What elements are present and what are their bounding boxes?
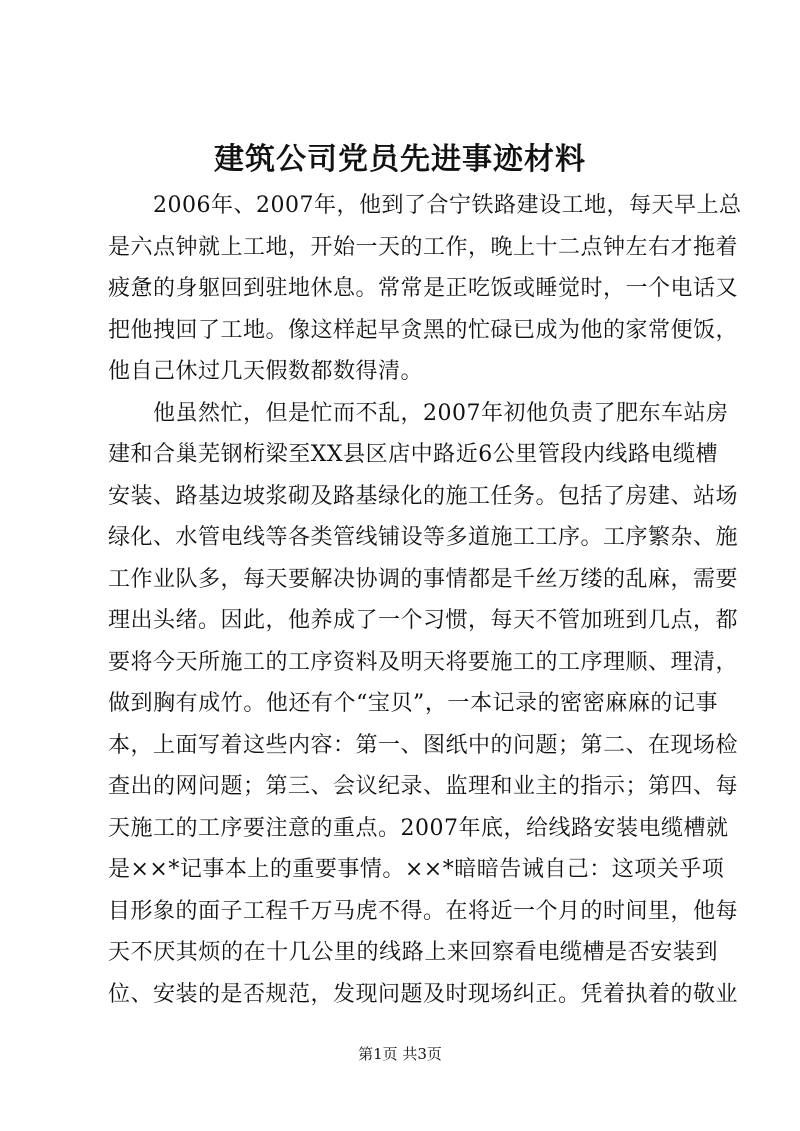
paragraph-1-line-1: 2006年、2007年，他到了合宁铁路建设工地，每天早上总 [108, 193, 742, 218]
paragraph-1-line-2: 是六点钟就上工地，开始一天的工作，晚上十二点钟左右才拖着 [108, 235, 739, 260]
paragraph-2-line-14: 天不厌其烦的在十几公里的线路上来回察看电缆槽是否安装到 [108, 940, 718, 965]
paragraph-2-line-7: 要将今天所施工的工序资料及明天将要施工的工序理顺、理清， [108, 650, 739, 675]
paragraph-2-line-3: 安装、路基边坡浆砌及路基绿化的施工任务。包括了房建、站场 [108, 484, 739, 509]
paragraph-2-line-9: 本，上面写着这些内容：第一、图纸中的问题；第二、在现场检 [108, 733, 739, 758]
paragraph-2-line-5: 工作业队多，每天要解决协调的事情都是千丝万缕的乱麻，需要 [108, 567, 739, 592]
paragraph-1-line-3: 疲惫的身躯回到驻地休息。常常是正吃饭或睡觉时，一个电话又 [108, 276, 739, 301]
paragraph-2-line-11: 天施工的工序要注意的重点。2007年底，给线路安装电缆槽就 [108, 816, 729, 841]
paragraph-2-line-15: 位、安装的是否规范，发现问题及时现场纠正。凭着执着的敬业 [108, 982, 739, 1007]
paragraph-1-line-4: 把他拽回了工地。像这样起早贪黑的忙碌已成为他的家常便饭， [108, 318, 739, 343]
paragraph-1-line-5: 他自己休过几天假数都数得清。 [108, 359, 424, 384]
page-footer: 第1页 共3页 [358, 1045, 442, 1063]
paragraph-2-line-6: 理出头绪。因此，他养成了一个习惯，每天不管加班到几点，都 [108, 608, 739, 633]
paragraph-2-line-4: 绿化、水管电线等各类管线铺设等多道施工工序。工序繁杂、施 [108, 525, 739, 550]
document-title: 建筑公司党员先进事迹材料 [214, 142, 586, 177]
paragraph-2-line-10: 查出的网问题；第三、会议纪录、监理和业主的指示；第四、每 [108, 774, 739, 799]
paragraph-2-line-8: 做到胸有成竹。他还有个“宝贝”，一本记录的密密麻麻的记事 [108, 691, 718, 716]
paragraph-2-line-13: 目形象的面子工程千万马虎不得。在将近一个月的时间里，他每 [108, 899, 739, 924]
paragraph-2-line-2: 建和合巢芜钢桁梁至XX县区店中路近6公里管段内线路电缆槽 [108, 442, 718, 467]
paragraph-2-line-12: 是××*记事本上的重要事情。××*暗暗告诫自己：这项关乎项 [108, 857, 725, 882]
paragraph-2-line-1: 他虽然忙，但是忙而不乱，2007年初他负责了肥东车站房 [108, 401, 729, 426]
